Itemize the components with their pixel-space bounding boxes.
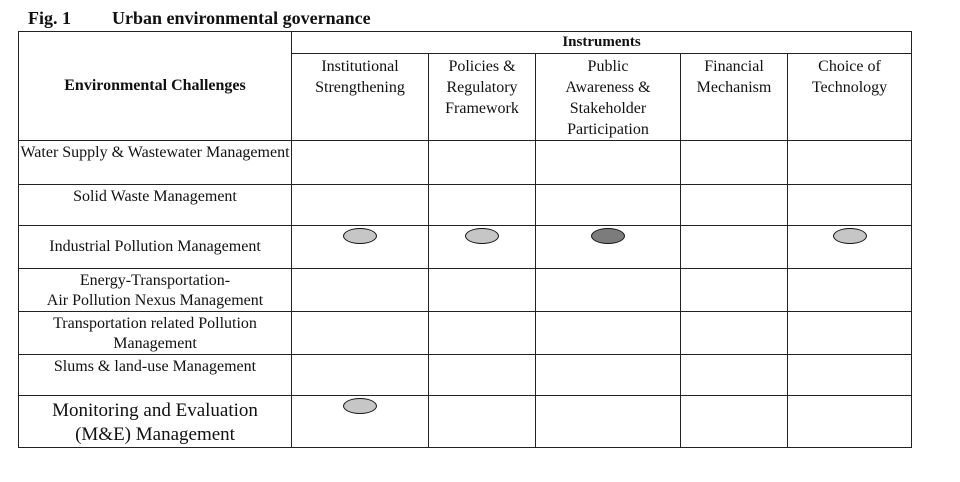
matrix-cell bbox=[429, 185, 536, 226]
matrix-cell bbox=[681, 396, 788, 448]
light-ellipse-marker-icon bbox=[465, 228, 499, 244]
column-header-financial-mechanism: Financial Mechanism bbox=[681, 54, 788, 141]
table-row bbox=[19, 141, 912, 185]
matrix-cell bbox=[681, 185, 788, 226]
table-row bbox=[19, 185, 912, 226]
light-ellipse-marker-icon bbox=[343, 228, 377, 244]
matrix-cell bbox=[788, 355, 912, 396]
instruments-header-row bbox=[19, 32, 912, 54]
table-row bbox=[19, 226, 912, 269]
figure-title: Urban environmental governance bbox=[112, 8, 371, 28]
matrix-cell bbox=[292, 355, 429, 396]
matrix-cell bbox=[681, 269, 788, 312]
matrix-cell bbox=[788, 141, 912, 185]
row-label: Solid Waste Management bbox=[19, 185, 292, 226]
table-row bbox=[19, 312, 912, 355]
matrix-cell bbox=[536, 141, 681, 185]
row-label: Industrial Pollution Management bbox=[19, 226, 292, 269]
matrix-cell bbox=[536, 312, 681, 355]
column-header-public-awareness-participation: Public Awareness & Stakeholder Participation bbox=[536, 54, 681, 141]
matrix-cell bbox=[788, 312, 912, 355]
row-label: Slums & land-use Management bbox=[19, 355, 292, 396]
column-header-institutional-strengthening: Institutional Strengthening bbox=[292, 54, 429, 141]
column-header-choice-of-technology: Choice of Technology bbox=[788, 54, 912, 141]
matrix-cell bbox=[788, 396, 912, 448]
figure-number: Fig. 1 bbox=[28, 8, 71, 28]
table-row bbox=[19, 269, 912, 312]
row-label: Transportation related Pollution Management bbox=[19, 312, 292, 355]
matrix-cell bbox=[429, 355, 536, 396]
matrix-cell bbox=[681, 312, 788, 355]
instruments-group-header: Instruments bbox=[292, 32, 912, 54]
matrix-cell bbox=[536, 269, 681, 312]
matrix-body bbox=[19, 141, 912, 448]
matrix-cell bbox=[536, 185, 681, 226]
matrix-cell bbox=[292, 269, 429, 312]
row-label: Monitoring and Evaluation (M&E) Management bbox=[19, 396, 292, 448]
matrix-cell bbox=[681, 355, 788, 396]
matrix-cell bbox=[292, 141, 429, 185]
row-label: Energy-Transportation- Air Pollution Nexus Management bbox=[19, 269, 292, 312]
matrix-cell bbox=[536, 355, 681, 396]
dark-ellipse-marker-icon bbox=[591, 228, 625, 244]
governance-matrix bbox=[18, 31, 912, 448]
figure-caption bbox=[28, 8, 371, 29]
matrix-cell bbox=[429, 396, 536, 448]
matrix-cell bbox=[429, 269, 536, 312]
light-ellipse-marker-icon bbox=[343, 398, 377, 414]
matrix-cell bbox=[788, 185, 912, 226]
matrix-cell bbox=[292, 312, 429, 355]
matrix-cell bbox=[429, 312, 536, 355]
matrix-cell bbox=[681, 141, 788, 185]
matrix-cell bbox=[681, 226, 788, 269]
matrix-cell bbox=[788, 226, 912, 269]
challenges-column-header: Environmental Challenges bbox=[19, 32, 292, 141]
table-row bbox=[19, 396, 912, 448]
matrix-cell bbox=[536, 226, 681, 269]
matrix-cell bbox=[292, 226, 429, 269]
table-row bbox=[19, 355, 912, 396]
matrix-cell bbox=[536, 396, 681, 448]
matrix-cell bbox=[788, 269, 912, 312]
matrix-cell bbox=[292, 396, 429, 448]
matrix-cell bbox=[429, 141, 536, 185]
matrix-cell bbox=[292, 185, 429, 226]
light-ellipse-marker-icon bbox=[833, 228, 867, 244]
matrix-cell bbox=[429, 226, 536, 269]
row-label: Water Supply & Wastewater Management bbox=[19, 141, 292, 185]
column-header-policies-regulatory-framework: Policies & Regulatory Framework bbox=[429, 54, 536, 141]
